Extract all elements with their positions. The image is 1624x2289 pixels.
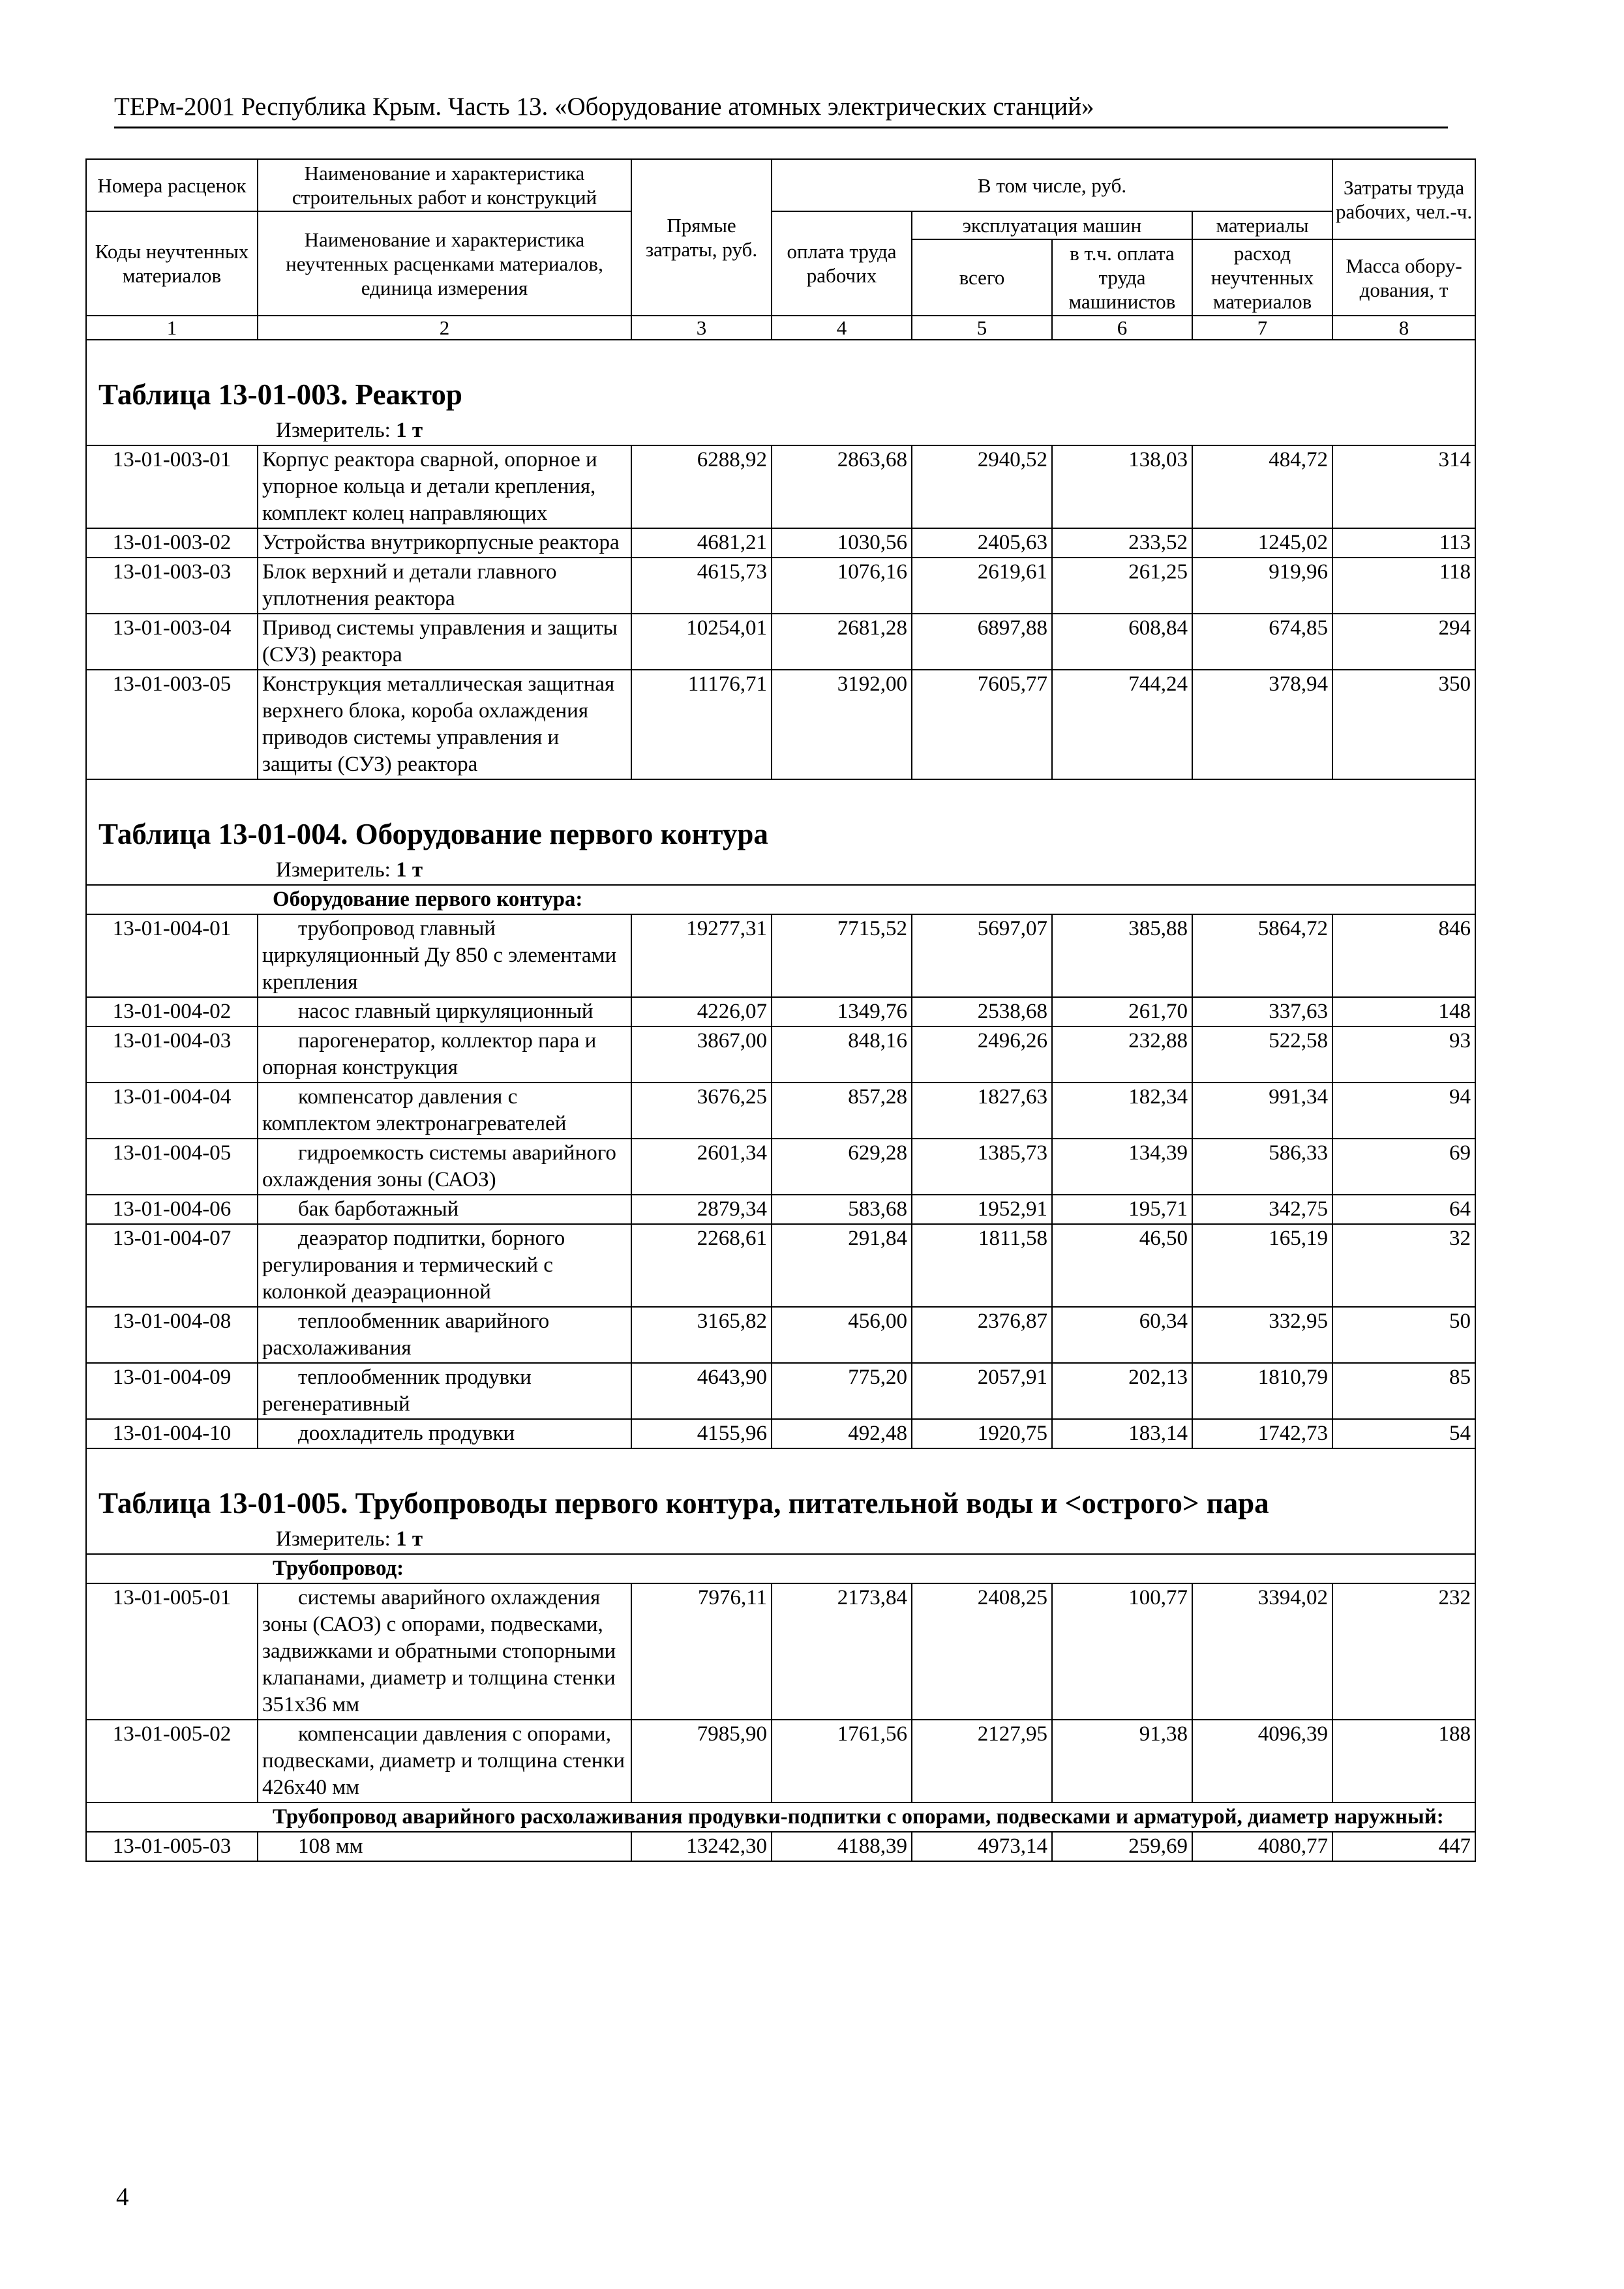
machines-total-value: 1385,73	[912, 1139, 1052, 1195]
column-number-row	[86, 316, 1475, 340]
labor-costs-value: 314	[1332, 445, 1475, 528]
labor-costs-value: 350	[1332, 670, 1475, 779]
worker-pay-value: 2863,68	[772, 445, 912, 528]
machinist-pay-value: 183,14	[1052, 1419, 1192, 1448]
worker-pay-value: 583,68	[772, 1195, 912, 1224]
machinist-pay-value: 261,70	[1052, 997, 1192, 1026]
machines-total-value: 4973,14	[912, 1832, 1052, 1861]
rate-code: 13-01-004-08	[86, 1307, 258, 1363]
group-subheader-row	[86, 1803, 1475, 1832]
table-row	[86, 445, 1475, 528]
group-subheader: Оборудование первого контура:	[86, 885, 1475, 914]
machinist-pay-value: 202,13	[1052, 1363, 1192, 1419]
direct-costs-value: 4155,96	[631, 1419, 772, 1448]
machines-total-value: 2127,95	[912, 1720, 1052, 1803]
labor-costs-value: 85	[1332, 1363, 1475, 1419]
table-meter-cell	[86, 417, 1475, 445]
materials-cost-value: 3394,02	[1192, 1583, 1332, 1720]
table-meter-cell	[86, 1525, 1475, 1554]
labor-costs-value: 93	[1332, 1026, 1475, 1083]
materials-cost-value: 1245,02	[1192, 528, 1332, 558]
machines-total-value: 2405,63	[912, 528, 1052, 558]
column-number: 1	[86, 316, 258, 340]
machines-total-value: 5697,07	[912, 914, 1052, 997]
table-row	[86, 1363, 1475, 1419]
machinist-pay-value: 259,69	[1052, 1832, 1192, 1861]
labor-costs-value: 118	[1332, 558, 1475, 614]
labor-costs-value: 54	[1332, 1419, 1475, 1448]
header-including: В том числе, руб.	[772, 159, 1332, 211]
table-row	[86, 1720, 1475, 1803]
group-subheader-row	[86, 885, 1475, 914]
worker-pay-value: 291,84	[772, 1224, 912, 1307]
machinist-pay-value: 233,52	[1052, 528, 1192, 558]
direct-costs-value: 4681,21	[631, 528, 772, 558]
machinist-pay-value: 232,88	[1052, 1026, 1192, 1083]
machines-total-value: 2538,68	[912, 997, 1052, 1026]
rate-code: 13-01-004-01	[86, 914, 258, 997]
rate-code: 13-01-004-02	[86, 997, 258, 1026]
worker-pay-value: 848,16	[772, 1026, 912, 1083]
page-number: 4	[116, 2183, 129, 2211]
item-name: бак барботажный	[258, 1195, 631, 1224]
machines-total-value: 1920,75	[912, 1419, 1052, 1448]
rate-code: 13-01-003-03	[86, 558, 258, 614]
header-rate-numbers: Номера расценок	[86, 159, 258, 211]
table-row	[86, 914, 1475, 997]
direct-costs-value: 2601,34	[631, 1139, 772, 1195]
materials-cost-value: 919,96	[1192, 558, 1332, 614]
price-table	[85, 158, 1476, 1862]
rate-code: 13-01-003-01	[86, 445, 258, 528]
labor-costs-value: 232	[1332, 1583, 1475, 1720]
machinist-pay-value: 60,34	[1052, 1307, 1192, 1363]
table-meter-row	[86, 1525, 1475, 1554]
item-name: системы аварийного охлаждения зоны (САОЗ) с опорами, подвесками, задвижками и обратными стопорными клапанами, диаметр и толщина стенки 351х36 мм	[258, 1583, 631, 1720]
worker-pay-value: 2173,84	[772, 1583, 912, 1720]
table-title-cell	[86, 1448, 1475, 1525]
table-row	[86, 528, 1475, 558]
labor-costs-value: 32	[1332, 1224, 1475, 1307]
rate-code: 13-01-004-09	[86, 1363, 258, 1419]
materials-cost-value: 586,33	[1192, 1139, 1332, 1195]
table-row	[86, 1583, 1475, 1720]
labor-costs-value: 69	[1332, 1139, 1475, 1195]
rate-code: 13-01-005-02	[86, 1720, 258, 1803]
column-number: 3	[631, 316, 772, 340]
item-name: насос главный циркуляционный	[258, 997, 631, 1026]
machinist-pay-value: 744,24	[1052, 670, 1192, 779]
header-work-name: Наименование и характеристика строительных работ и конструкций	[258, 159, 631, 211]
header-row-2	[86, 211, 1475, 239]
column-number: 8	[1332, 316, 1475, 340]
header-machinist-pay: в т.ч. оплата труда машинистов	[1052, 239, 1192, 316]
table-row	[86, 1832, 1475, 1861]
labor-costs-value: 50	[1332, 1307, 1475, 1363]
materials-cost-value: 342,75	[1192, 1195, 1332, 1224]
table-meter-row	[86, 417, 1475, 445]
worker-pay-value: 456,00	[772, 1307, 912, 1363]
rate-code: 13-01-003-05	[86, 670, 258, 779]
direct-costs-value: 4226,07	[631, 997, 772, 1026]
labor-costs-value: 64	[1332, 1195, 1475, 1224]
meter	[90, 857, 1471, 884]
meter-label: Измеритель:	[276, 1527, 391, 1551]
worker-pay-value: 629,28	[772, 1139, 912, 1195]
header-material-name: Наименование и характеристика неучтенных расценками материалов, единица измерения	[258, 211, 631, 316]
item-name: Корпус реактора сварной, опорное и упорное кольца и детали крепления, комплект колец направляющих	[258, 445, 631, 528]
machinist-pay-value: 91,38	[1052, 1720, 1192, 1803]
table-row	[86, 1083, 1475, 1139]
machines-total-value: 2057,91	[912, 1363, 1052, 1419]
direct-costs-value: 19277,31	[631, 914, 772, 997]
worker-pay-value: 2681,28	[772, 614, 912, 670]
rate-code: 13-01-004-05	[86, 1139, 258, 1195]
materials-cost-value: 1742,73	[1192, 1419, 1332, 1448]
table-row	[86, 1026, 1475, 1083]
materials-cost-value: 674,85	[1192, 614, 1332, 670]
worker-pay-value: 492,48	[772, 1419, 912, 1448]
materials-cost-value: 991,34	[1192, 1083, 1332, 1139]
item-name: Конструкция металлическая защитная верхнего блока, короба охлаждения приводов системы управления и защиты (СУЗ) реактора	[258, 670, 631, 779]
labor-costs-value: 94	[1332, 1083, 1475, 1139]
labor-costs-value: 188	[1332, 1720, 1475, 1803]
machines-total-value: 1952,91	[912, 1195, 1052, 1224]
labor-costs-value: 113	[1332, 528, 1475, 558]
machines-total-value: 1827,63	[912, 1083, 1052, 1139]
direct-costs-value: 10254,01	[631, 614, 772, 670]
direct-costs-value: 2879,34	[631, 1195, 772, 1224]
worker-pay-value: 857,28	[772, 1083, 912, 1139]
table-meter-row	[86, 856, 1475, 885]
table-row	[86, 1307, 1475, 1363]
rate-code: 13-01-003-02	[86, 528, 258, 558]
direct-costs-value: 3165,82	[631, 1307, 772, 1363]
item-name: деаэратор подпитки, борного регулирования и термический с колонкой деаэрационной	[258, 1224, 631, 1307]
header-materials: материалы	[1192, 211, 1332, 239]
direct-costs-value: 7976,11	[631, 1583, 772, 1720]
meter-label: Измеритель:	[276, 858, 391, 882]
table-row	[86, 1195, 1475, 1224]
rate-code: 13-01-004-10	[86, 1419, 258, 1448]
machinist-pay-value: 261,25	[1052, 558, 1192, 614]
materials-cost-value: 4080,77	[1192, 1832, 1332, 1861]
worker-pay-value: 1076,16	[772, 558, 912, 614]
table-title-row	[86, 779, 1475, 856]
worker-pay-value: 1349,76	[772, 997, 912, 1026]
direct-costs-value: 6288,92	[631, 445, 772, 528]
machines-total-value: 2496,26	[912, 1026, 1052, 1083]
item-name: гидроемкость системы аварийного охлаждения зоны (САОЗ)	[258, 1139, 631, 1195]
direct-costs-value: 13242,30	[631, 1832, 772, 1861]
table-title-cell	[86, 340, 1475, 417]
worker-pay-value: 3192,00	[772, 670, 912, 779]
direct-costs-value: 3676,25	[631, 1083, 772, 1139]
direct-costs-value: 4615,73	[631, 558, 772, 614]
table-row	[86, 1224, 1475, 1307]
direct-costs-value: 4643,90	[631, 1363, 772, 1419]
table-row	[86, 558, 1475, 614]
rate-code: 13-01-003-04	[86, 614, 258, 670]
rate-code: 13-01-004-06	[86, 1195, 258, 1224]
header-direct-costs: Прямые затраты, руб.	[631, 159, 772, 316]
worker-pay-value: 775,20	[772, 1363, 912, 1419]
labor-costs-value: 148	[1332, 997, 1475, 1026]
machinist-pay-value: 195,71	[1052, 1195, 1192, 1224]
machines-total-value: 2408,25	[912, 1583, 1052, 1720]
machinist-pay-value: 46,50	[1052, 1224, 1192, 1307]
table-row	[86, 670, 1475, 779]
materials-cost-value: 4096,39	[1192, 1720, 1332, 1803]
item-name: Привод системы управления и защиты (СУЗ) реактора	[258, 614, 631, 670]
materials-cost-value: 378,94	[1192, 670, 1332, 779]
table-row	[86, 1419, 1475, 1448]
column-number: 4	[772, 316, 912, 340]
meter-value: 1 т	[396, 858, 423, 882]
header-machines-total: всего	[912, 239, 1052, 316]
machinist-pay-value: 385,88	[1052, 914, 1192, 997]
header-worker-pay: оплата труда рабочих	[772, 211, 912, 316]
group-subheader: Трубопровод аварийного расхолаживания продувки-подпитки с опорами, подвесками и арматурой, диаметр наружный:	[86, 1803, 1475, 1832]
header-machine-operation: эксплуатация машин	[912, 211, 1192, 239]
header-material-codes: Коды неучтенных материалов	[86, 211, 258, 316]
item-name: 108 мм	[258, 1832, 631, 1861]
worker-pay-value: 7715,52	[772, 914, 912, 997]
materials-cost-value: 337,63	[1192, 997, 1332, 1026]
machines-total-value: 2940,52	[912, 445, 1052, 528]
item-name: доохладитель продувки	[258, 1419, 631, 1448]
header-unaccounted-materials: расход неучтенных материалов	[1192, 239, 1332, 316]
machines-total-value: 6897,88	[912, 614, 1052, 670]
item-name: теплообменник аварийного расхолаживания	[258, 1307, 631, 1363]
machines-total-value: 2619,61	[912, 558, 1052, 614]
meter-value: 1 т	[396, 419, 423, 442]
worker-pay-value: 1030,56	[772, 528, 912, 558]
item-name: компенсации давления с опорами, подвесками, диаметр и толщина стенки 426х40 мм	[258, 1720, 631, 1803]
materials-cost-value: 5864,72	[1192, 914, 1332, 997]
page-header: ТЕРм-2001 Республика Крым. Часть 13. «Оборудование атомных электрических станций»	[114, 91, 1448, 128]
item-name: трубопровод главный циркуляционный Ду 850 с элементами крепления	[258, 914, 631, 997]
worker-pay-value: 1761,56	[772, 1720, 912, 1803]
materials-cost-value: 1810,79	[1192, 1363, 1332, 1419]
machinist-pay-value: 100,77	[1052, 1583, 1192, 1720]
meter-value: 1 т	[396, 1527, 423, 1551]
table-row	[86, 997, 1475, 1026]
table-row	[86, 614, 1475, 670]
table-title: Таблица 13-01-005. Трубопроводы первого контура, питательной воды и <острого> пара	[98, 1487, 1269, 1519]
labor-costs-value: 294	[1332, 614, 1475, 670]
machinist-pay-value: 182,34	[1052, 1083, 1192, 1139]
meter	[90, 417, 1471, 444]
column-number: 5	[912, 316, 1052, 340]
column-number: 2	[258, 316, 631, 340]
direct-costs-value: 7985,90	[631, 1720, 772, 1803]
item-name: парогенератор, коллектор пара и опорная конструкция	[258, 1026, 631, 1083]
table-title: Таблица 13-01-003. Реактор	[98, 378, 462, 411]
materials-cost-value: 332,95	[1192, 1307, 1332, 1363]
rate-code: 13-01-004-07	[86, 1224, 258, 1307]
table-title-cell	[86, 779, 1475, 856]
machines-total-value: 7605,77	[912, 670, 1052, 779]
direct-costs-value: 3867,00	[631, 1026, 772, 1083]
machinist-pay-value: 138,03	[1052, 445, 1192, 528]
machinist-pay-value: 608,84	[1052, 614, 1192, 670]
machines-total-value: 1811,58	[912, 1224, 1052, 1307]
table-title: Таблица 13-01-004. Оборудование первого контура	[98, 818, 768, 850]
meter	[90, 1526, 1471, 1553]
machines-total-value: 2376,87	[912, 1307, 1052, 1363]
labor-costs-value: 447	[1332, 1832, 1475, 1861]
item-name: компенсатор давления с комплектом электронагревателей	[258, 1083, 631, 1139]
direct-costs-value: 11176,71	[631, 670, 772, 779]
table-row	[86, 1139, 1475, 1195]
table-meter-cell	[86, 856, 1475, 885]
rate-code: 13-01-004-03	[86, 1026, 258, 1083]
rate-code: 13-01-005-03	[86, 1832, 258, 1861]
materials-cost-value: 165,19	[1192, 1224, 1332, 1307]
rate-code: 13-01-005-01	[86, 1583, 258, 1720]
item-name: Устройства внутрикорпусные реактора	[258, 528, 631, 558]
item-name: Блок верхний и детали главного уплотнения реактора	[258, 558, 631, 614]
table-title-row	[86, 1448, 1475, 1525]
table-title-row	[86, 340, 1475, 417]
group-subheader-row	[86, 1554, 1475, 1583]
group-subheader: Трубопровод:	[86, 1554, 1475, 1583]
materials-cost-value: 522,58	[1192, 1026, 1332, 1083]
machinist-pay-value: 134,39	[1052, 1139, 1192, 1195]
direct-costs-value: 2268,61	[631, 1224, 772, 1307]
rate-code: 13-01-004-04	[86, 1083, 258, 1139]
meter-label: Измеритель:	[276, 419, 391, 442]
header-equipment-mass: Масса обору-дования, т	[1332, 239, 1475, 316]
worker-pay-value: 4188,39	[772, 1832, 912, 1861]
header-row-1	[86, 159, 1475, 211]
materials-cost-value: 484,72	[1192, 445, 1332, 528]
column-number: 7	[1192, 316, 1332, 340]
labor-costs-value: 846	[1332, 914, 1475, 997]
header-labor-costs: Затраты труда рабочих, чел.-ч.	[1332, 159, 1475, 239]
column-number: 6	[1052, 316, 1192, 340]
item-name: теплообменник продувки регенеративный	[258, 1363, 631, 1419]
